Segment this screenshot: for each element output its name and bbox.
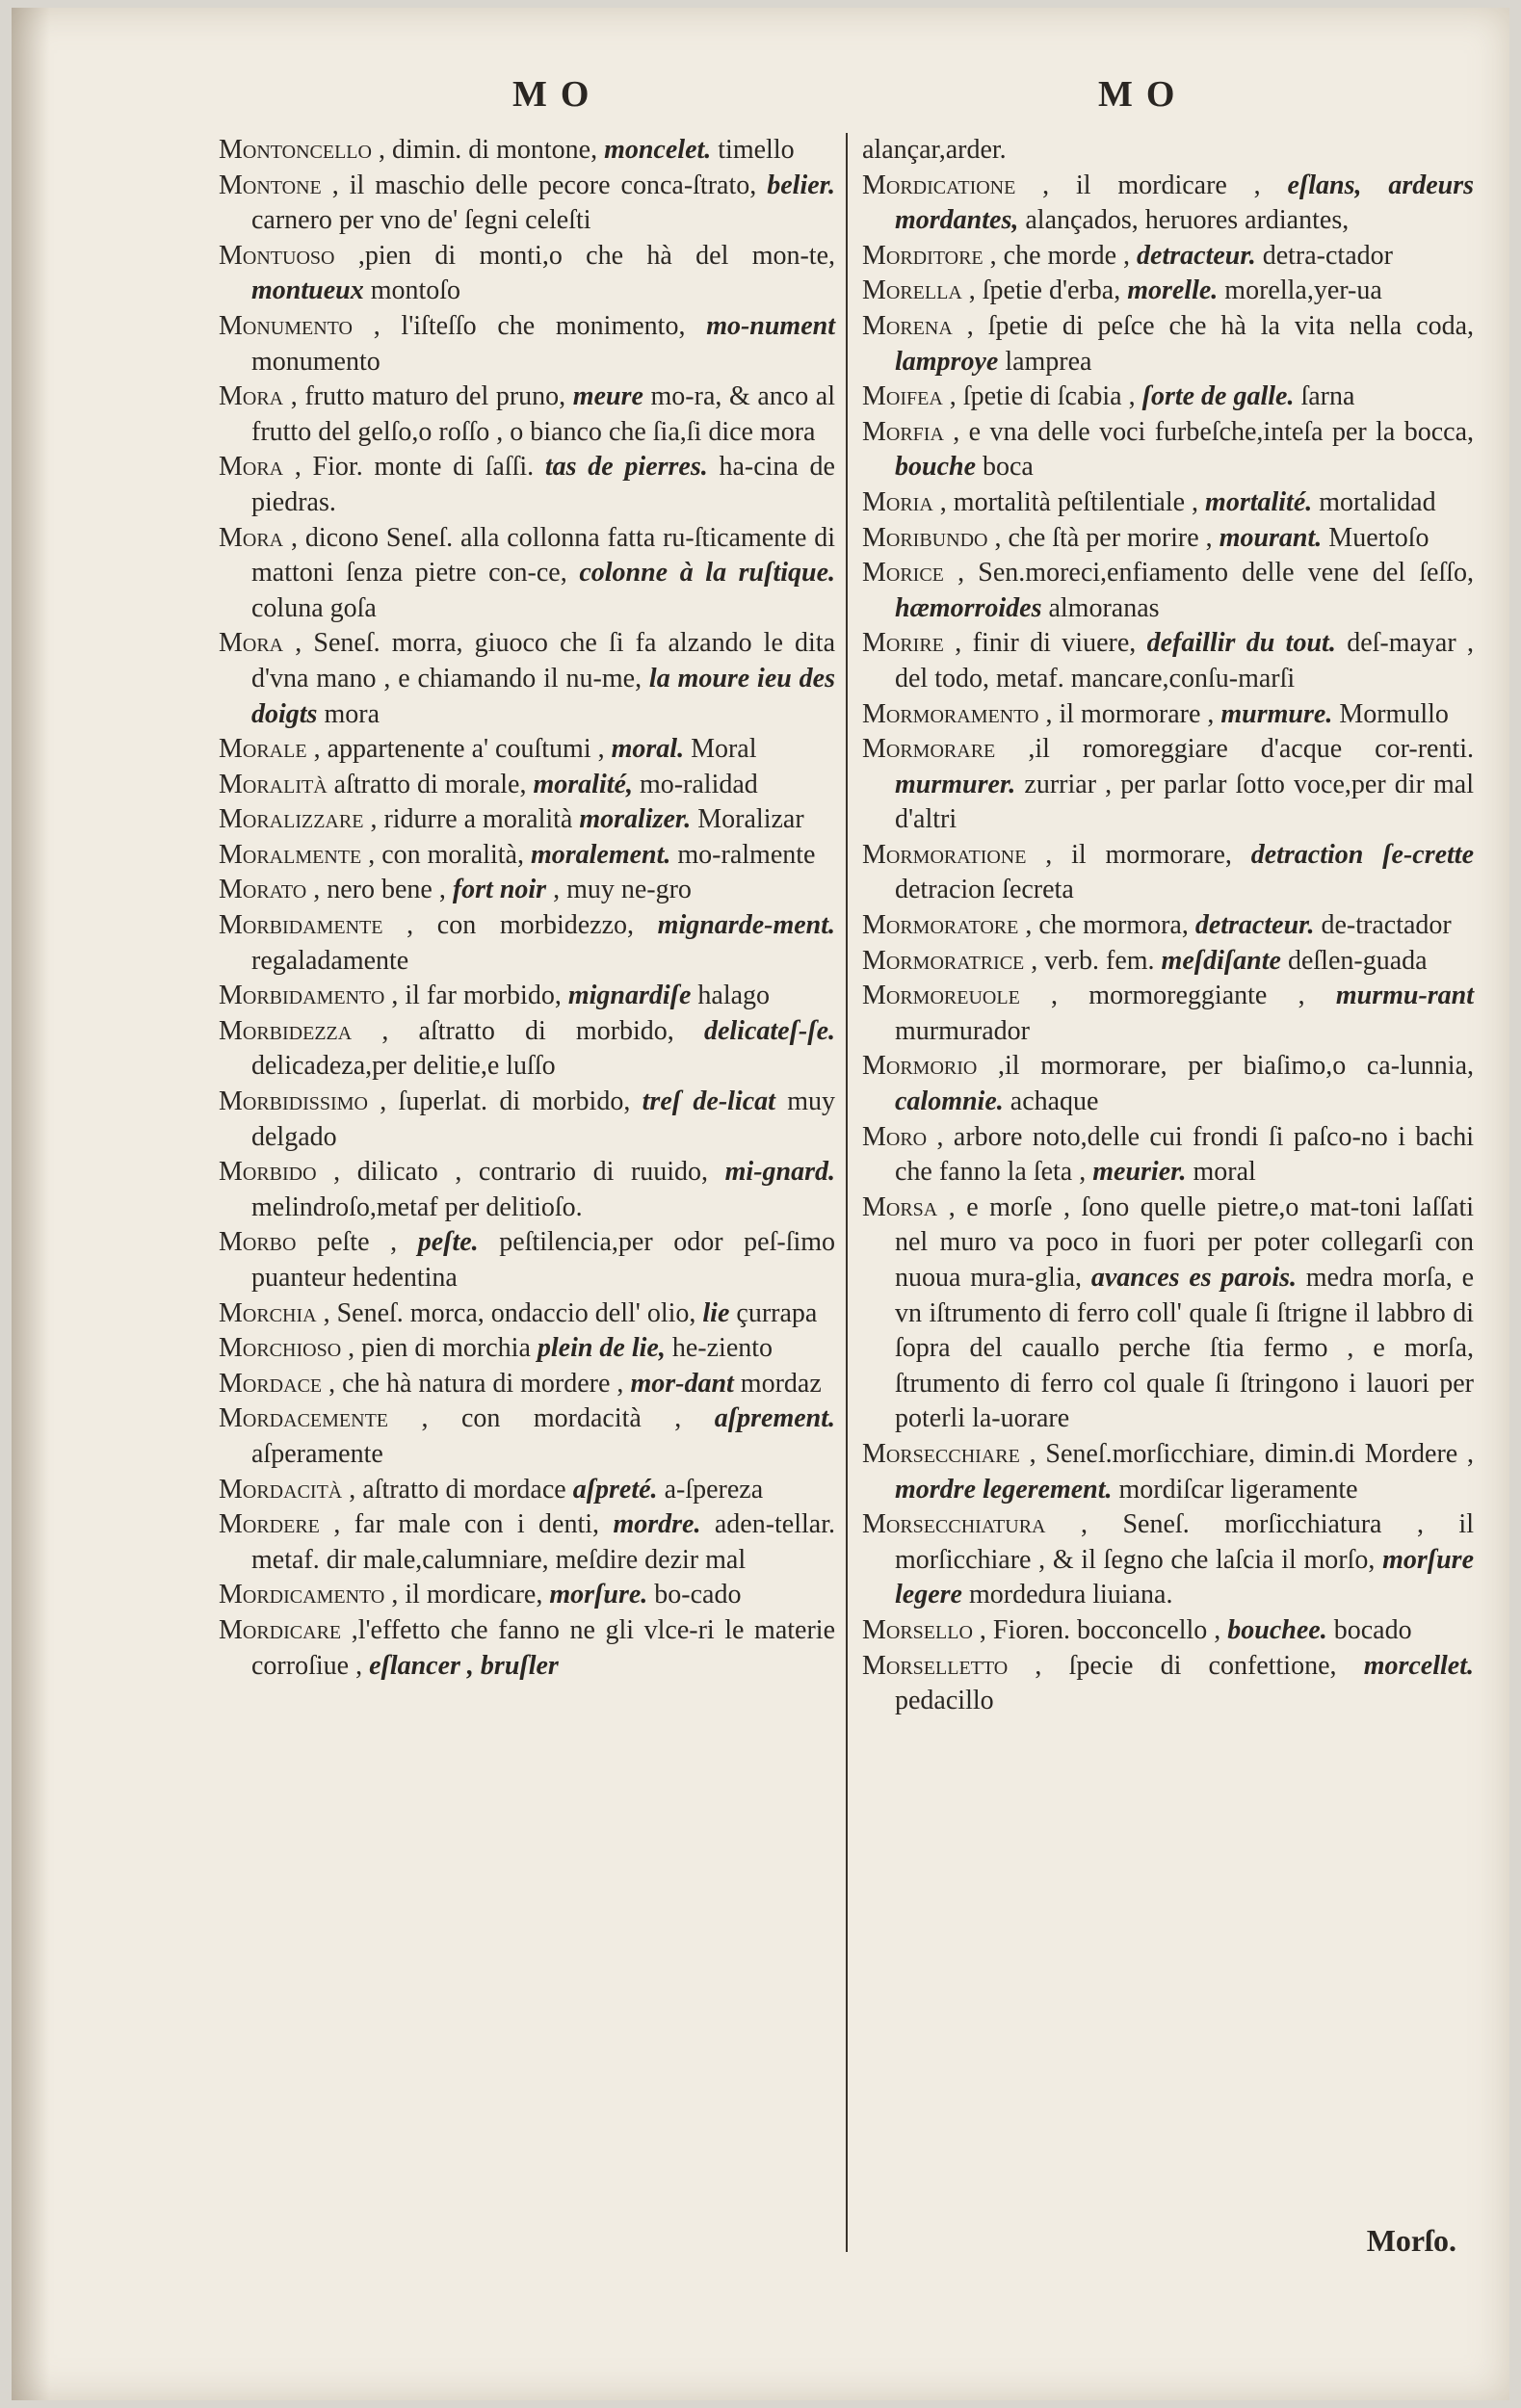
entry-french-gloss: mordre legerement. xyxy=(895,1474,1113,1505)
entry-italian-definition: , con moralità, xyxy=(368,839,524,870)
dictionary-entry xyxy=(219,450,835,520)
entry-spanish-gloss: Moralizar xyxy=(697,804,804,835)
dictionary-entry xyxy=(862,1049,1474,1119)
entry-french-gloss: mourant. xyxy=(1219,522,1323,553)
entry-spanish-gloss: mora xyxy=(324,698,380,729)
entry-headword: Morato xyxy=(219,875,307,905)
entry-french-gloss: mor-dant xyxy=(630,1368,734,1399)
dictionary-entry xyxy=(862,309,1474,380)
entry-italian-definition: , l'iſteſſo che monimento, xyxy=(373,310,686,341)
entry-italian-definition: , che hà natura di mordere , xyxy=(328,1368,624,1399)
entry-french-gloss: murmure. xyxy=(1220,698,1333,729)
entry-italian-definition: , Seneſ.morſicchiare, dimin.di Mordere , xyxy=(1029,1438,1474,1469)
entry-spanish-gloss: mordaz xyxy=(740,1368,822,1399)
entry-headword: Morfia xyxy=(862,416,944,447)
entry-french-gloss: moral. xyxy=(611,734,685,765)
entry-spanish-gloss: de-tractador xyxy=(1321,910,1452,941)
entry-french-gloss: moralement. xyxy=(530,839,671,870)
dictionary-entry xyxy=(219,1225,835,1296)
entry-italian-definition: , ſpetie d'erba, xyxy=(968,275,1121,306)
dictionary-entry xyxy=(219,1014,835,1085)
entry-french-gloss: mortalité. xyxy=(1205,486,1313,517)
entry-spanish-gloss: Muertoſo xyxy=(1328,522,1429,553)
entry-french-gloss: lie xyxy=(702,1297,730,1328)
entry-french-gloss: mignarde-ment. xyxy=(657,910,836,941)
entry-headword: Mora xyxy=(219,522,284,553)
entry-headword: Montone xyxy=(219,170,322,200)
dictionary-entry xyxy=(219,380,835,450)
entry-spanish-gloss: morella,yer-ua xyxy=(1224,275,1382,306)
entry-french-gloss: detraction ſe-crette xyxy=(1250,839,1475,870)
entry-italian-definition: , che morde , xyxy=(989,240,1131,271)
entry-french-gloss: bouchee. xyxy=(1227,1614,1327,1645)
entry-italian-definition: , e morſe , ſono quelle pietre,o mat-toni laſſati nel muro va poco in fuori per poter collegarſi con nuoua mura-glia, xyxy=(895,1191,1474,1293)
entry-headword: Morbidamente xyxy=(219,910,383,941)
dictionary-entry xyxy=(219,1613,835,1684)
entry-spanish-gloss: mo-ralidad xyxy=(639,769,758,799)
entry-headword: Morbido xyxy=(219,1157,317,1188)
entry-french-gloss: detracteur. xyxy=(1137,240,1256,271)
right-column xyxy=(862,133,1474,1719)
entry-spanish-gloss: ſarna xyxy=(1300,381,1355,412)
entry-french-gloss: mordre. xyxy=(613,1509,701,1540)
dictionary-entry xyxy=(219,521,835,627)
dictionary-entry xyxy=(862,485,1474,521)
dictionary-entry xyxy=(219,1473,835,1508)
entry-spanish-gloss: coluna goſa xyxy=(251,592,377,623)
entry-french-gloss: meſdiſante xyxy=(1161,945,1281,976)
dictionary-entry xyxy=(219,802,835,838)
dictionary-entry xyxy=(219,1155,835,1225)
entry-italian-definition: , il mormorare, xyxy=(1045,839,1232,870)
entry-french-gloss: moralité, xyxy=(533,769,633,799)
entry-french-gloss: plein de lie, xyxy=(537,1333,666,1364)
entry-headword: Mora xyxy=(219,628,284,659)
entry-headword: Mormoratrice xyxy=(862,945,1025,976)
entry-spanish-gloss: murmurador xyxy=(895,1015,1030,1046)
entry-spanish-gloss: he-ziento xyxy=(671,1333,774,1364)
entry-spanish-gloss: alançados, heruores ardiantes, xyxy=(1025,205,1350,236)
entry-headword: Mormorio xyxy=(862,1051,978,1082)
entry-headword: Mordicatione xyxy=(862,170,1016,200)
dictionary-entry xyxy=(219,626,835,732)
entry-headword: Mora xyxy=(219,381,284,412)
entry-spanish-gloss: mordedura liuiana. xyxy=(968,1580,1173,1610)
entry-italian-definition: peſte , xyxy=(317,1227,398,1258)
dictionary-entry xyxy=(862,1649,1474,1719)
entry-french-gloss: detracteur. xyxy=(1194,910,1315,941)
entry-french-gloss: fort noir xyxy=(452,875,547,905)
entry-headword: Morſa xyxy=(862,1191,938,1222)
dictionary-entry xyxy=(862,838,1474,908)
entry-italian-definition: , il mordicare , xyxy=(1042,170,1261,200)
dictionary-entry xyxy=(219,1367,835,1402)
entry-french-gloss: eſlancer , bruſler xyxy=(369,1650,559,1681)
entry-italian-definition: , Seneſ. morra, giuoco che ſi fa alzando le dita d'vna mano , e chiamando il nu-me, xyxy=(251,628,835,694)
entry-headword: Montoncello xyxy=(219,135,372,165)
entry-headword: Morchia xyxy=(219,1297,317,1328)
entry-headword: Morchioſo xyxy=(219,1333,342,1364)
dictionary-entry xyxy=(862,169,1474,239)
entry-french-gloss: bouche xyxy=(895,452,976,483)
entry-italian-definition: , Sen.moreci,enfiamento delle vene del ſeſſo, xyxy=(957,558,1474,589)
dictionary-entry xyxy=(862,732,1474,838)
entry-spanish-gloss: timello xyxy=(718,135,795,165)
entry-headword: Mordacemente xyxy=(219,1403,388,1434)
entry-spanish-gloss: mortalidad xyxy=(1319,486,1436,517)
entry-headword: Morire xyxy=(862,628,944,659)
entry-french-gloss: belier. xyxy=(767,170,835,200)
entry-french-gloss: aſprement. xyxy=(714,1403,836,1434)
entry-spanish-gloss: , muy ne-gro xyxy=(553,875,692,905)
entry-french-gloss: morelle. xyxy=(1127,275,1219,306)
entry-french-gloss: montueux xyxy=(251,275,364,306)
entry-italian-definition: , con morbidezzo, xyxy=(406,910,635,941)
entry-spanish-gloss: medra morſa, e vn iſtrumento di ferro coll' quale ſi ſtrigne il labbro di ſopra del cauallo perche ſtia fermo , e morſa, ſtrumento di ferro col quale ſi ſtringono i lauori per poterli la-uorare xyxy=(895,1263,1474,1434)
dictionary-entry xyxy=(862,521,1474,557)
entry-italian-definition: , nero bene , xyxy=(313,875,446,905)
entry-italian-definition: , dicono Seneſ. alla collonna fatta ru-ſticamente di mattoni ſenza pietre con-ce, xyxy=(251,522,836,589)
dictionary-entry xyxy=(219,838,835,874)
entry-headword: Morice xyxy=(862,558,944,589)
entry-headword: Monumento xyxy=(219,310,353,341)
dictionary-entry xyxy=(862,133,1474,169)
entry-headword: Mordicare xyxy=(219,1614,342,1645)
entry-italian-definition: , Fior. monte di ſaſſi. xyxy=(294,452,535,483)
entry-italian-definition: , ridurre a moralità xyxy=(370,804,573,835)
entry-headword: Moro xyxy=(862,1121,928,1152)
entry-spanish-gloss: detracion ſecreta xyxy=(895,875,1074,905)
dictionary-entry xyxy=(219,1401,835,1472)
entry-french-gloss: colonne à la ruſtique. xyxy=(579,558,836,589)
entry-french-gloss: meure xyxy=(572,381,643,412)
dictionary-entry xyxy=(862,626,1474,696)
dictionary-entry xyxy=(219,768,835,803)
entry-headword: Mora xyxy=(219,452,284,483)
entry-headword: Montuoſo xyxy=(219,240,335,271)
entry-spanish-gloss: lamprea xyxy=(1005,346,1092,377)
gutter-shadow xyxy=(12,8,50,2400)
entry-spanish-gloss: bo-cado xyxy=(654,1580,742,1610)
entry-spanish-gloss: mo-ra, & anco al frutto del gelſo,o roſſo , o bianco che ſia,ſi dice mora xyxy=(251,381,836,447)
entry-spanish-gloss: melindroſo,metaf per delitioſo. xyxy=(251,1191,583,1222)
entry-spanish-gloss: muy delgado xyxy=(251,1086,836,1152)
dictionary-entry xyxy=(862,380,1474,415)
entry-headword: Mormoratione xyxy=(862,839,1027,870)
dictionary-entry xyxy=(862,415,1474,485)
entry-italian-definition: , ſpetie di peſce che hà la vita nella coda, xyxy=(966,310,1475,341)
entry-headword: Morbidamento xyxy=(219,981,385,1011)
right-running-head: MO xyxy=(1098,74,1189,115)
entry-italian-definition: , Seneſ. morſicchiatura , il morſicchiare , & il ſegno che laſcia il morſo, xyxy=(895,1509,1474,1575)
entry-spanish-gloss: monumento xyxy=(251,346,380,377)
entry-headword: Morſecchiatura xyxy=(862,1509,1046,1540)
dictionary-entry xyxy=(219,979,835,1014)
dictionary-entry xyxy=(862,1120,1474,1191)
entry-french-gloss: treſ de-licat xyxy=(642,1086,775,1117)
entry-spanish-gloss: aden-tellar. metaf. dir male,calumniare, meſdire dezir mal xyxy=(251,1509,835,1575)
entry-french-gloss: avances es parois. xyxy=(1090,1263,1297,1293)
entry-italian-definition: , verb. fem. xyxy=(1031,945,1155,976)
column-divider xyxy=(846,133,848,2252)
dictionary-entry xyxy=(219,309,835,380)
dictionary-entry xyxy=(219,1578,835,1613)
entry-italian-definition: , aſtratto di morbido, xyxy=(381,1015,674,1046)
entry-italian-definition: , e vna delle voci furbeſche,inteſa per la bocca, xyxy=(953,416,1475,447)
dictionary-entry xyxy=(862,944,1474,980)
entry-french-gloss: morcellet. xyxy=(1363,1650,1474,1681)
entry-headword: Mordere xyxy=(219,1509,320,1540)
entry-spanish-gloss: regaladamente xyxy=(251,945,409,976)
entry-italian-definition: ,l'effetto che fanno ne gli vlce-ri le materie corroſiue , xyxy=(251,1614,835,1681)
entry-headword: Morbidezza xyxy=(219,1015,353,1046)
entry-spanish-gloss: mo-ralmente xyxy=(677,839,816,870)
entry-italian-definition: , che mormora, xyxy=(1025,910,1189,941)
entry-headword: Mordicamento xyxy=(219,1580,385,1610)
entry-headword: Mormoreuole xyxy=(862,981,1020,1011)
entry-headword: Morbo xyxy=(219,1227,297,1258)
entry-headword: Moria xyxy=(862,486,933,517)
entry-french-gloss: murmurer. xyxy=(895,769,1016,799)
entry-italian-definition: aſtratto di morale, xyxy=(333,769,527,799)
entry-headword: Morella xyxy=(862,275,962,306)
entry-italian-definition: , ſpetie di ſcabia , xyxy=(949,381,1136,412)
dictionary-entry xyxy=(219,133,835,169)
entry-italian-definition: , il maschio delle pecore conca-ſtrato, xyxy=(331,170,757,200)
entry-french-gloss: hæmorroides xyxy=(895,592,1042,623)
dictionary-entry xyxy=(862,239,1474,275)
entry-italian-definition: , finir di viuere, xyxy=(955,628,1137,659)
entry-french-gloss: morſure. xyxy=(549,1580,648,1610)
entry-french-gloss: eſlans, ardeurs mordantes, xyxy=(895,170,1475,236)
entry-spanish-gloss: detra-ctador xyxy=(1262,240,1393,271)
entry-italian-definition: , aſtratto di mordace xyxy=(349,1474,566,1505)
dictionary-entry xyxy=(219,908,835,979)
entry-spanish-gloss: çurrapa xyxy=(736,1297,818,1328)
dictionary-entry xyxy=(219,1296,835,1332)
entry-spanish-gloss: carnero per vno de' ſegni celeſti xyxy=(251,205,591,236)
dictionary-entry xyxy=(219,1085,835,1155)
dictionary-entry xyxy=(862,1437,1474,1507)
dictionary-entry xyxy=(862,556,1474,626)
entry-french-gloss: moncelet. xyxy=(604,135,712,165)
entry-spanish-gloss: moral xyxy=(1193,1157,1256,1188)
entry-italian-definition: , il mordicare, xyxy=(391,1580,543,1610)
entry-spanish-gloss: pedacillo xyxy=(895,1686,994,1716)
dictionary-entry xyxy=(862,697,1474,733)
entry-headword: Moralità xyxy=(219,769,328,799)
entry-italian-definition: , dimin. di montone, xyxy=(378,135,598,165)
entry-french-gloss: defaillir du tout. xyxy=(1146,628,1336,659)
entry-headword: Morditore xyxy=(862,240,983,271)
entry-french-gloss: lamproye xyxy=(895,346,999,377)
entry-spanish-gloss: zurriar , per parlar ſotto voce,per dir mal d'altri xyxy=(895,769,1475,835)
entry-headword: Morſecchiare xyxy=(862,1438,1020,1469)
entry-headword: Morale xyxy=(219,734,307,765)
entry-spanish-gloss: almoranas xyxy=(1048,592,1160,623)
entry-italian-definition: , far male con i denti, xyxy=(333,1509,600,1540)
left-running-head: MO xyxy=(512,74,603,115)
dictionary-entry xyxy=(862,1191,1474,1437)
entry-italian-definition: , dilicato , contrario di ruuido, xyxy=(333,1157,709,1188)
entry-headword: Mormoratore xyxy=(862,910,1019,941)
entry-french-gloss: la moure ieu des doigts xyxy=(251,663,835,729)
entry-italian-definition: , ſpecie di confettione, xyxy=(1035,1650,1337,1681)
dictionary-entry xyxy=(862,1507,1474,1613)
entry-french-gloss: morſure legere xyxy=(895,1544,1474,1610)
entry-italian-definition: , che ſtà per morire , xyxy=(994,522,1213,553)
entry-italian-definition: , il mormorare , xyxy=(1045,698,1215,729)
entry-italian-definition: , il far morbido, xyxy=(391,981,562,1011)
entry-italian-definition: , con mordacità , xyxy=(421,1403,682,1434)
entry-italian-definition: , frutto maturo del pruno, xyxy=(290,381,566,412)
dictionary-entry xyxy=(219,169,835,239)
entry-italian-definition: , arbore noto,delle cui frondi ſi paſco-no i bachi che fanno la ſeta , xyxy=(895,1121,1475,1188)
entry-headword: Moribundo xyxy=(862,522,988,553)
entry-spanish-gloss: deſlen-guada xyxy=(1287,945,1428,976)
entry-spanish-gloss: halago xyxy=(697,981,771,1011)
entry-spanish-gloss: montoſo xyxy=(370,275,461,306)
entry-spanish-gloss: Mormullo xyxy=(1339,698,1449,729)
entry-italian-definition: , appartenente a' couſtumi , xyxy=(313,734,605,765)
entry-headword: Mormoramento xyxy=(862,698,1039,729)
entry-french-gloss: moralizer. xyxy=(579,804,692,835)
entry-headword: Moifea xyxy=(862,381,943,412)
catchword: Morſo. xyxy=(1366,2223,1456,2258)
entry-french-gloss: mo-nument xyxy=(706,310,835,341)
entry-french-gloss: peſte. xyxy=(417,1227,479,1258)
dictionary-entry xyxy=(219,239,835,309)
entry-headword: Morena xyxy=(862,310,953,341)
entry-spanish-gloss: Moral xyxy=(691,734,757,765)
entry-italian-definition: ,pien di monti,o che hà del mon-te, xyxy=(357,240,836,271)
dictionary-entry xyxy=(862,908,1474,944)
entry-french-gloss: meurier. xyxy=(1092,1157,1187,1188)
entry-french-gloss: aſpreté. xyxy=(572,1474,658,1505)
book-page xyxy=(12,8,1509,2400)
entry-headword: Moralizzare xyxy=(219,804,364,835)
entry-headword: Mormorare xyxy=(862,734,996,765)
dictionary-entry xyxy=(219,873,835,908)
entry-spanish-gloss: aſperamente xyxy=(251,1438,383,1469)
entry-italian-definition: ,il romoreggiare d'acque cor-renti. xyxy=(1028,734,1475,765)
left-column xyxy=(219,133,835,1684)
entry-french-gloss: mignardiſe xyxy=(567,981,692,1011)
entry-spanish-gloss: delicadeza,per delitie,e luſſo xyxy=(251,1051,556,1082)
dictionary-entry xyxy=(862,274,1474,309)
entry-italian-definition: , mortalità peſtilentiale , xyxy=(939,486,1199,517)
entry-french-gloss: mi-gnard. xyxy=(724,1157,836,1188)
dictionary-entry xyxy=(862,1613,1474,1649)
entry-italian-definition: , ſuperlat. di morbido, xyxy=(380,1086,631,1117)
entry-headword: Morſello xyxy=(862,1614,973,1645)
entry-spanish-gloss: bocado xyxy=(1333,1614,1412,1645)
entry-spanish-gloss: boca xyxy=(983,452,1034,483)
dictionary-entry xyxy=(219,1331,835,1367)
entry-italian-definition: , mormoreggiante , xyxy=(1051,981,1305,1011)
entry-spanish-gloss: alançar,arder. xyxy=(862,135,1007,165)
dictionary-entry xyxy=(219,1507,835,1578)
entry-spanish-gloss: peſtilencia,per odor peſ-ſimo puanteur hedentina xyxy=(251,1227,836,1293)
entry-italian-definition: ,il mormorare, per biaſimo,o ca-lunnia, xyxy=(998,1051,1474,1082)
entry-spanish-gloss: achaque xyxy=(1010,1086,1099,1117)
dictionary-entry xyxy=(219,732,835,768)
entry-headword: Morſelletto xyxy=(862,1650,1009,1681)
entry-headword: Moralmente xyxy=(219,839,362,870)
entry-spanish-gloss: deſ-mayar , del todo, metaf. mancare,conſu-marſi xyxy=(895,628,1475,694)
entry-headword: Mordace xyxy=(219,1368,323,1399)
dictionary-entry xyxy=(862,979,1474,1049)
entry-headword: Morbidiſſimo xyxy=(219,1086,368,1117)
entry-italian-definition: , pien di morchia xyxy=(348,1333,531,1364)
entry-french-gloss: ſorte de galle. xyxy=(1141,381,1295,412)
entry-french-gloss: calomnie. xyxy=(895,1086,1004,1117)
entry-spanish-gloss: mordiſcar ligeramente xyxy=(1118,1474,1358,1505)
entry-italian-definition: , Seneſ. morca, ondaccio dell' olio, xyxy=(323,1297,696,1328)
entry-italian-definition: , Fioren. bocconcello , xyxy=(979,1614,1221,1645)
entry-spanish-gloss: a-ſpereza xyxy=(664,1474,764,1505)
entry-spanish-gloss: ha-cina de piedras. xyxy=(251,452,835,517)
entry-french-gloss: delicateſ-ſe. xyxy=(703,1015,835,1046)
entry-headword: Mordacità xyxy=(219,1474,343,1505)
entry-french-gloss: murmu-rant xyxy=(1335,981,1475,1011)
entry-french-gloss: tas de pierres. xyxy=(544,452,708,483)
